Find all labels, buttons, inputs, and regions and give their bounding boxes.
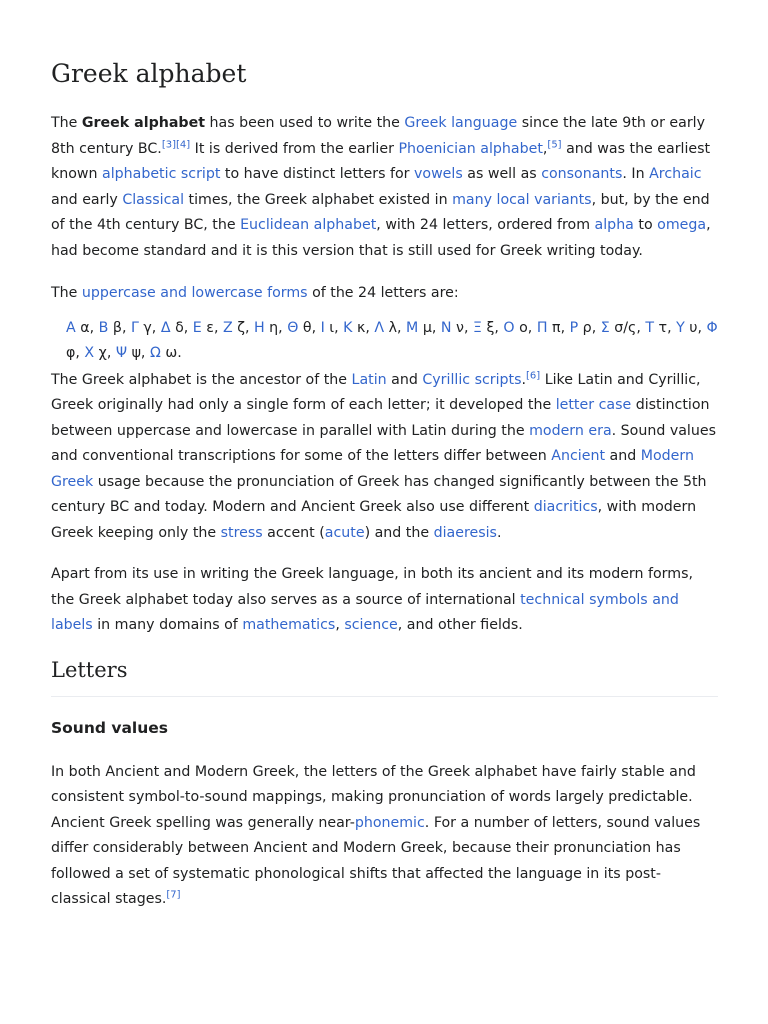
letter-lowercase: λ xyxy=(388,319,398,336)
text-run: and xyxy=(605,448,641,464)
text-run: . In xyxy=(622,166,650,182)
text-run: has been used to write the xyxy=(205,115,405,131)
letter-link-upper[interactable]: Γ xyxy=(130,319,139,336)
letter-lowercase: γ xyxy=(143,319,152,336)
text-run: , xyxy=(542,140,548,157)
link-archaic[interactable]: Archaic xyxy=(649,166,702,182)
link-stress[interactable]: stress xyxy=(220,524,263,541)
text-run: . xyxy=(521,371,527,388)
letter-link-upper[interactable]: Ρ xyxy=(569,319,579,336)
link-classical[interactable]: Classical xyxy=(122,191,185,208)
letter-link-upper[interactable]: Τ xyxy=(645,319,655,336)
footnote-sup xyxy=(176,139,190,150)
link-euclidean-alphabet[interactable]: Euclidean alphabet xyxy=(240,217,377,233)
text-run: accent ( xyxy=(262,524,325,541)
text-run: Like Latin and Cyrillic, Greek originally had only a single form of each letter; it developed the xyxy=(51,371,701,413)
text-run: of the 24 letters are: xyxy=(307,285,459,301)
text-run: and was the earliest known xyxy=(51,140,711,182)
page-title: Greek alphabet xyxy=(51,59,247,88)
link-phonemic[interactable]: phonemic xyxy=(354,814,425,831)
text-run: The xyxy=(51,115,82,131)
letter-link-upper[interactable]: Β xyxy=(98,319,109,336)
text-run: The Greek alphabet is the ancestor of the xyxy=(51,371,352,388)
intro-paragraph-4 xyxy=(51,562,718,639)
letter-link-upper[interactable]: Α xyxy=(66,319,76,336)
letter-link-upper[interactable]: Λ xyxy=(374,319,385,336)
link-uppercase-and-lowercase-forms[interactable]: uppercase and lowercase forms xyxy=(81,285,308,301)
link-modern-greek[interactable]: Modern Greek xyxy=(51,448,694,490)
letter-lowercase: χ xyxy=(98,345,107,361)
text-run: . xyxy=(496,524,502,541)
link-greek-language[interactable]: Greek language xyxy=(404,115,518,131)
text-run: Apart from its use in writing the Greek language, in both its ancient and its modern forms, the Greek alphabet today also serves as a source of international xyxy=(51,566,693,608)
letter-lowercase: τ xyxy=(658,319,668,336)
letter-lowercase: ε xyxy=(206,319,214,336)
text-run: In both Ancient and Modern Greek, the letters of the Greek alphabet have fairly stable and consistent symbol-to-sound mappings, making pronunciation of words largely predictable. Ancient Greek spelling was generally near- xyxy=(51,763,696,831)
footnote-ref-6[interactable]: [6] xyxy=(526,369,541,381)
link-ancient[interactable]: Ancient xyxy=(551,448,606,464)
letter-lowercase: ο xyxy=(519,319,528,336)
letter-lowercase: κ xyxy=(356,319,366,336)
letter-lowercase: ω xyxy=(165,345,178,361)
footnote-sup xyxy=(166,889,180,900)
letter-link-upper[interactable]: Σ xyxy=(600,319,610,336)
text-run: since the late 9th or early 8th century BC. xyxy=(51,115,705,157)
text-run: , and other fields. xyxy=(397,617,523,633)
letter-link-upper[interactable]: Μ xyxy=(406,319,419,336)
footnote-sup xyxy=(162,139,176,150)
link-consonants[interactable]: consonants xyxy=(541,166,623,182)
link-latin[interactable]: Latin xyxy=(351,371,387,388)
text-run: , xyxy=(335,617,345,633)
link-cyrillic-scripts[interactable]: Cyrillic scripts xyxy=(422,371,522,388)
text-run: . Sound values and conventional transcriptions for some of the letters differ between xyxy=(51,422,716,464)
text-run: , with 24 letters, ordered from xyxy=(376,217,595,233)
letter-link-upper[interactable]: Ι xyxy=(320,319,325,336)
footnote-ref-3[interactable]: [3] xyxy=(161,138,176,150)
letter-lowercase: ρ xyxy=(582,319,592,336)
link-technical-symbols-and-labels[interactable]: technical symbols and labels xyxy=(51,591,679,633)
link-science[interactable]: science xyxy=(344,617,398,633)
link-letter-case[interactable]: letter case xyxy=(555,397,632,413)
letter-lowercase: θ xyxy=(302,319,312,336)
text-run: usage because the pronunciation of Greek has changed significantly between the 5th century BC and today. Modern and Ancient Greek also use different xyxy=(51,473,707,515)
link-diaeresis[interactable]: diaeresis xyxy=(433,524,497,541)
letter-lowercase: δ xyxy=(175,319,184,336)
letter-link-upper[interactable]: Φ xyxy=(706,319,718,336)
letter-lowercase: α xyxy=(80,319,90,336)
letter-lowercase: ξ xyxy=(486,319,495,336)
link-acute[interactable]: acute xyxy=(324,524,365,541)
footnote-ref-4[interactable]: [4] xyxy=(175,138,191,150)
intro-paragraph-3 xyxy=(51,368,718,547)
sound-values-paragraph xyxy=(51,760,718,913)
letter-lowercase: η xyxy=(269,319,279,336)
letter-lowercase: ψ xyxy=(131,345,141,361)
text-run: as well as xyxy=(462,166,542,182)
footnote-ref-5[interactable]: [5] xyxy=(547,138,562,150)
link-many-local-variants[interactable]: many local variants xyxy=(452,191,592,208)
intro-paragraph-2 xyxy=(51,281,718,307)
text-run: to have distinct letters for xyxy=(220,166,414,182)
letter-link-upper[interactable]: Κ xyxy=(343,319,353,336)
letter-lowercase: σ/ς xyxy=(614,319,637,336)
text-run: times, the Greek alphabet existed in xyxy=(184,191,453,208)
footnote-ref-7[interactable]: [7] xyxy=(166,889,181,901)
text-run: in many domains of xyxy=(92,617,243,633)
text-run: distinction between uppercase and lowercase in parallel with Latin during the xyxy=(51,397,710,439)
text-run: to xyxy=(633,217,658,233)
letter-lowercase: ι xyxy=(329,319,335,336)
bold-term: Greek alphabet xyxy=(81,115,205,131)
link-vowels[interactable]: vowels xyxy=(414,166,463,182)
letter-link-upper[interactable]: Ε xyxy=(192,319,202,336)
letter-lowercase: μ xyxy=(422,319,432,336)
letter-link-upper[interactable]: Χ xyxy=(84,345,95,361)
intro-paragraph-1 xyxy=(51,111,718,264)
link-mathematics[interactable]: mathematics xyxy=(242,617,336,633)
text-run: and early xyxy=(51,191,123,208)
text-run: , had become standard and it is this version that is still used for Greek writing today. xyxy=(51,217,711,259)
link-alphabetic-script[interactable]: alphabetic script xyxy=(102,166,221,182)
letter-forms-list: Α α, Β β, Γ γ, Δ δ, Ε ε, Ζ ζ, Η η, Θ θ, Ι ι, Κ κ, Λ λ, Μ μ, Ν ν, Ξ ξ, Ο ο, Π π, Ρ ρ, Σ σ/ς, Τ τ, Υ υ, Φ φ, Χ χ, Ψ ψ, Ω ω. xyxy=(66,319,718,361)
letter-link-upper[interactable]: Π xyxy=(536,319,548,336)
link-alpha[interactable]: alpha xyxy=(594,217,634,233)
text-run: The xyxy=(51,285,82,301)
letter-lowercase: ν xyxy=(456,319,464,336)
letter-link-upper[interactable]: Η xyxy=(253,319,265,336)
link-omega[interactable]: omega xyxy=(657,217,707,233)
letter-lowercase: ζ xyxy=(237,319,245,336)
letter-link-upper[interactable]: Ο xyxy=(503,319,515,336)
letter-link-upper[interactable]: Υ xyxy=(676,319,685,336)
footnote-sup xyxy=(526,370,540,381)
text-run: It is derived from the earlier xyxy=(190,140,399,157)
link-phoenician-alphabet[interactable]: Phoenician alphabet xyxy=(398,140,543,157)
letter-link-upper[interactable]: Ω xyxy=(149,345,161,361)
letter-link-upper[interactable]: Ζ xyxy=(222,319,233,336)
letter-lowercase: υ xyxy=(689,319,698,336)
letter-link-upper[interactable]: Δ xyxy=(160,319,171,336)
letter-lowercase: β xyxy=(112,319,122,336)
letter-link-upper[interactable]: Θ xyxy=(287,319,299,336)
letter-lowercase: φ xyxy=(66,345,76,361)
link-modern-era[interactable]: modern era xyxy=(529,422,612,439)
text-run: . For a number of letters, sound values differ considerably between Ancient and Modern Greek, because their pronunciation has followed a set of systematic phonological shifts that affected the language in its post-classical stages. xyxy=(51,814,701,907)
letter-link-upper[interactable]: Ψ xyxy=(115,345,128,361)
letter-link-upper[interactable]: Ν xyxy=(440,319,452,336)
text-run: , but, by the end of the 4th century BC, the xyxy=(51,191,710,233)
text-run: , with modern Greek keeping only the xyxy=(51,499,697,541)
footnote-sup xyxy=(547,139,561,150)
subsection-heading-sound-values: Sound values xyxy=(51,718,169,737)
text-run: ) and the xyxy=(364,524,434,541)
letter-lowercase: π xyxy=(552,319,561,336)
letter-link-upper[interactable]: Ξ xyxy=(472,319,482,336)
link-diacritics[interactable]: diacritics xyxy=(533,499,598,515)
section-heading-letters: Letters xyxy=(51,655,718,697)
text-run: and xyxy=(386,371,423,388)
